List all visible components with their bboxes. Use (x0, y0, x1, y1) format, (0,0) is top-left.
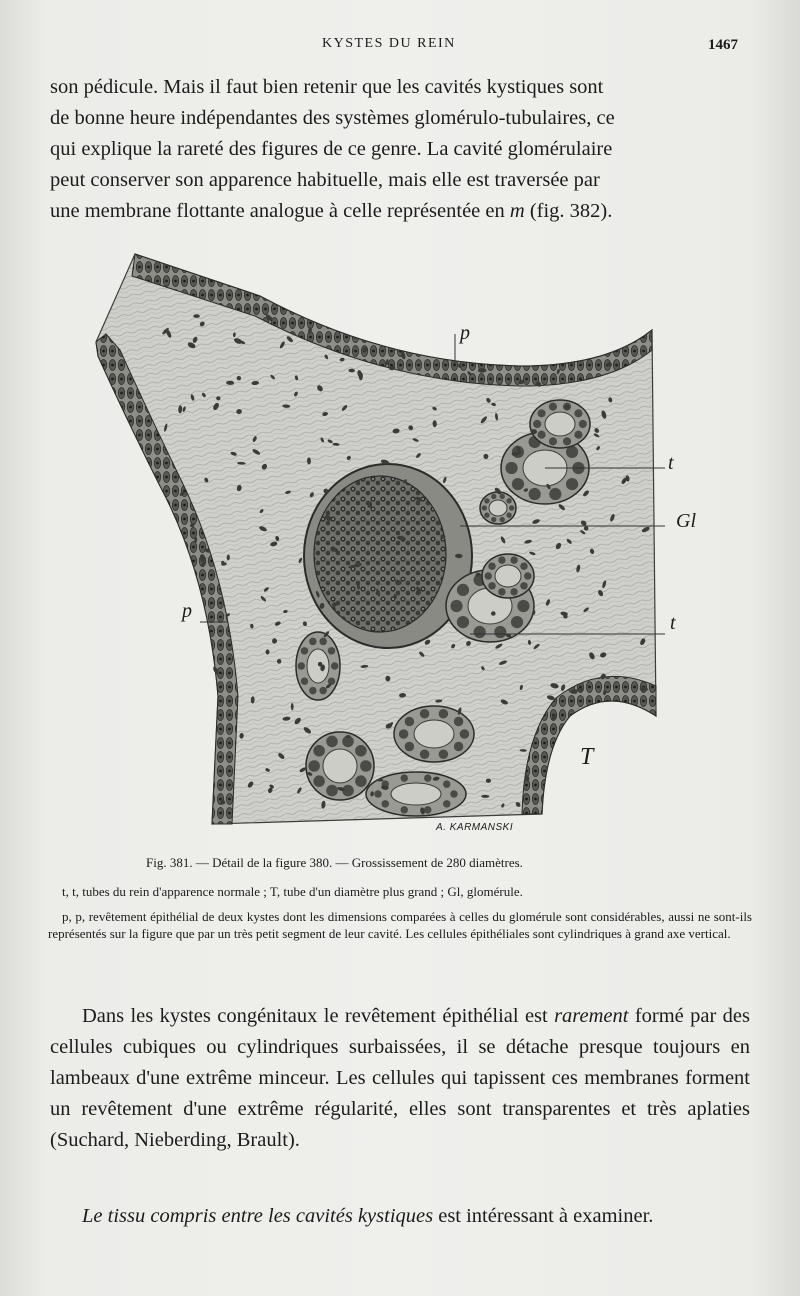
label-p-top: p (460, 322, 470, 344)
label-t-upper: t (668, 452, 674, 474)
label-t-lower: t (670, 612, 676, 634)
paragraph-emphasis: rarement (554, 1005, 629, 1027)
paragraph-3 (50, 1201, 750, 1232)
paragraph-line-text: une membrane flottante analogue à celle représentée en (50, 200, 505, 222)
page-number: 1467 (708, 37, 738, 53)
tubule (482, 554, 534, 598)
engraver-signature: A. KARMANSKI (436, 822, 514, 833)
figure-caption-title: Fig. 381. — Détail de la figure 380. — Grossissement de 280 diamètres. (146, 855, 523, 870)
label-T: T (580, 744, 594, 770)
histology-figure (90, 246, 696, 836)
glomerulus (314, 476, 446, 632)
figure-caption-legend-1: t, t, tubes du rein d'apparence normale ; T, tube d'un diamètre plus grand ; Gl, glomérule. (62, 884, 523, 899)
paragraph-2 (50, 1001, 750, 1156)
running-title: KYSTES DU REIN (322, 36, 456, 51)
tubule (530, 400, 590, 448)
paragraph-1 (50, 72, 750, 227)
tubule (480, 492, 516, 524)
paragraph-text: Dans les kystes congénitaux le revêtement épithélial est (82, 1005, 555, 1027)
figure-reference-letter: m (509, 200, 525, 222)
paragraph-line: peut conserver son apparence habituelle, mais elle est traversée par (50, 169, 600, 191)
paragraph-line: qui explique la rareté des figures de ce genre. La cavité glomérulaire (50, 138, 613, 160)
label-gl: Gl (676, 510, 696, 532)
paragraph-line: son pédicule. Mais il faut bien retenir que les cavités kystiques sont (50, 76, 604, 98)
figure-reference: (fig. 382). (529, 200, 613, 222)
paragraph-line (50, 196, 750, 227)
running-head (0, 36, 800, 58)
figure-caption-legend-2: p, p, revêtement épithélial de deux kystes dont les dimensions comparées à celles du glomérule sont considérables, aussi ne sont-ils représentés sur la figure que par un très petit segment de leur cavité. Les cellules épithéliales sont cylindriques à grand axe vertical. (48, 909, 752, 941)
paragraph-text: est intéressant à examiner. (433, 1205, 654, 1227)
tubule (394, 706, 474, 762)
nucleus (478, 368, 487, 373)
label-p-left: p (182, 600, 192, 622)
tubule (296, 632, 340, 700)
nucleus (291, 703, 294, 710)
paragraph-emphasis: Le tissu compris entre les cavités kystiques (82, 1205, 434, 1227)
paragraph-text: formé par des cellules cubiques ou cylindriques surbaissées, il se détache presque toujours en lambeaux d'une extrême minceur. Les cellules qui tapissent ces membranes forment un revêtement d'une extrême régularité, elles sont transparentes et très aplaties (Suchard, Nieberding, Brault). (50, 1005, 750, 1151)
tubule (366, 772, 466, 816)
paragraph-line: de bonne heure indépendantes des systèmes glomérulo-tubulaires, ce (50, 107, 615, 129)
